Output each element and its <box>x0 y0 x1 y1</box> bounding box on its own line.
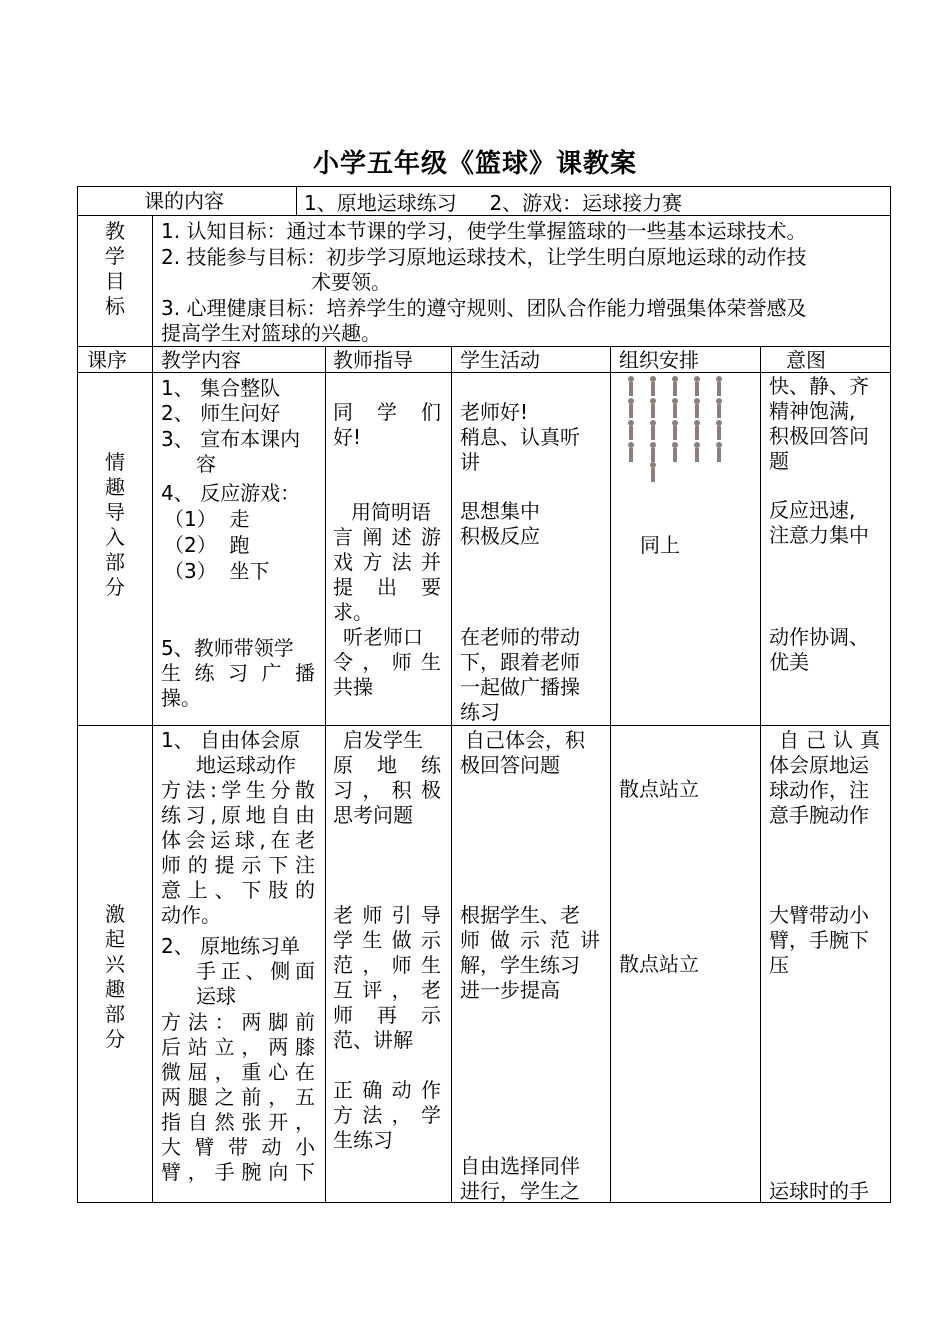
teacher-text: 启发学生 <box>343 728 423 752</box>
content-line: 指自然张开， <box>161 1110 315 1134</box>
content-line: 动作。 <box>161 903 221 927</box>
intent-text: 注意力集中 <box>769 523 869 547</box>
student-figure-icon <box>670 376 680 396</box>
student-figure-icon <box>714 442 724 462</box>
teacher-text: 学生做示 <box>333 928 441 952</box>
intent-text: 意手腕动作 <box>769 803 869 827</box>
teacher-text: 令，师生 <box>333 650 441 674</box>
org-same-as-above: 同上 <box>640 533 680 557</box>
student-text: 自由选择同伴 <box>460 1154 580 1178</box>
teacher-text: 互评，老 <box>333 978 441 1002</box>
student-text: 进行，学生之 <box>460 1179 580 1203</box>
content-line: 地运球动作 <box>196 753 296 777</box>
teacher-text: 思考问题 <box>333 803 413 827</box>
teacher-text: 听老师口 <box>343 625 423 649</box>
student-text: 在老师的带动 <box>460 625 580 649</box>
content-line: 方法:学生分散 <box>161 778 315 802</box>
content-line: 意上、下肢的 <box>161 878 315 902</box>
objectives-label-char: 标 <box>105 294 125 318</box>
student-text: 老师好! <box>460 400 529 424</box>
student-figure-icon <box>670 398 680 418</box>
teacher-text: 求。 <box>333 600 373 624</box>
content-line: 师的提示下注 <box>161 853 315 877</box>
student-figure-icon <box>714 398 724 418</box>
student-figure-icon <box>670 442 680 462</box>
section1-label-char: 入 <box>105 525 125 549</box>
section2-label-char: 激 <box>105 902 125 926</box>
intent-text: 反应迅速, <box>769 498 856 522</box>
student-figure-icon <box>692 376 702 396</box>
student-figure-icon <box>692 398 702 418</box>
content-subitem: （3） 坐下 <box>164 559 270 583</box>
teacher-text: 言阐述游 <box>333 525 441 549</box>
teacher-text: 范、讲解 <box>333 1028 413 1052</box>
intent-text: 快、静、齐 <box>769 374 869 398</box>
student-text: 讲 <box>460 450 480 474</box>
intent-text: 积极回答问 <box>769 424 869 448</box>
student-figure-icon <box>626 442 636 462</box>
intent-text: 压 <box>769 953 789 977</box>
column-header-teacher: 教师指导 <box>333 348 413 372</box>
student-figure-icon <box>692 420 702 440</box>
teacher-text: 老师引导 <box>333 903 441 927</box>
teacher-text: 原地练 <box>333 753 441 777</box>
objectives-label-char: 教 <box>105 219 125 243</box>
content-item: 3、 宣布本课内 <box>161 427 301 451</box>
content-line: 练习,原地自由 <box>161 803 315 827</box>
intent-text: 自己认真 <box>779 728 880 752</box>
student-figure-icon <box>648 442 658 462</box>
teacher-text: 同学们 <box>333 400 441 424</box>
column-header-content: 教学内容 <box>161 348 241 372</box>
section1-label-char: 导 <box>105 500 125 524</box>
content-line: 手正、侧面 <box>196 959 315 983</box>
org-scattered-1: 散点站立 <box>619 777 699 801</box>
content-line: 2、 原地练习单 <box>161 934 301 958</box>
teacher-text: 共操 <box>333 675 373 699</box>
section2-label-char: 兴 <box>105 952 125 976</box>
student-text: 自己体会，积 <box>465 728 585 752</box>
teacher-text: 提出要 <box>333 575 441 599</box>
student-text: 思想集中 <box>460 499 540 523</box>
student-text: 解，学生练习 <box>460 953 580 977</box>
page-title: 小学五年级《篮球》课教案 <box>312 149 637 179</box>
student-figure-icon <box>692 442 702 462</box>
content-item: 操。 <box>161 686 201 710</box>
teacher-text: 好! <box>333 425 362 449</box>
content-line: 运球 <box>196 984 236 1008</box>
column-header-organization: 组织安排 <box>619 348 699 372</box>
student-text: 师做示范讲 <box>460 928 600 952</box>
teacher-text: 用简明语 <box>351 500 431 524</box>
student-figure-icon <box>670 420 680 440</box>
student-text: 练习 <box>460 700 500 724</box>
org-scattered-2: 散点站立 <box>619 952 699 976</box>
content-label: 课的内容 <box>144 189 224 213</box>
content-item: 生练习广播 <box>161 661 315 685</box>
student-figure-icon <box>648 376 658 396</box>
section2-label-char: 部 <box>105 1002 125 1026</box>
objectives-label-char: 学 <box>105 244 125 268</box>
student-figure-icon <box>626 420 636 440</box>
objective-mental-line1: 3. 心理健康目标：培养学生的遵守规则、团队合作能力增强集体荣誉感及 <box>161 296 807 320</box>
objective-skill-line2: 术要领。 <box>311 270 391 294</box>
content-line: 1、 自由体会原 <box>161 728 301 752</box>
section2-label-char: 分 <box>105 1027 125 1051</box>
student-figure-icon <box>626 398 636 418</box>
teacher-text: 生练习 <box>333 1128 393 1152</box>
teacher-text: 方法，学 <box>333 1103 441 1127</box>
content-item: 5、教师带领学 <box>161 636 294 660</box>
content-item: 2、 师生问好 <box>161 401 281 425</box>
intent-text: 优美 <box>769 650 809 674</box>
teacher-text: 正确动作 <box>333 1078 441 1102</box>
student-text: 极回答问题 <box>460 753 560 777</box>
student-figure-icon <box>714 420 724 440</box>
section1-label-char: 部 <box>105 550 125 574</box>
teacher-text: 范，师生 <box>333 953 441 977</box>
intent-text: 大臂带动小 <box>769 903 869 927</box>
column-header-student: 学生活动 <box>460 348 540 372</box>
student-text: 稍息、认真听 <box>460 425 580 449</box>
objective-cognitive: 1. 认知目标：通过本节课的学习，使学生掌握篮球的一些基本运球技术。 <box>161 219 807 243</box>
content-line: 后站立，两膝 <box>161 1035 315 1059</box>
intent-text: 运球时的手 <box>769 1179 869 1203</box>
teacher-text: 师再示 <box>333 1003 441 1027</box>
student-figure-icon <box>714 376 724 396</box>
student-text: 进一步提高 <box>460 978 560 1002</box>
teacher-text: 戏方法并 <box>333 550 441 574</box>
column-header-order: 课序 <box>87 348 127 372</box>
content-subitem: （2） 跑 <box>164 533 250 557</box>
intent-text: 精神饱满, <box>769 399 856 423</box>
content-line: 大臂带动小 <box>161 1135 315 1159</box>
objectives-label-char: 目 <box>105 269 125 293</box>
content-item: 4、 反应游戏： <box>161 481 301 505</box>
content-line: 体会运球,在老 <box>161 828 315 852</box>
intent-text: 动作协调、 <box>769 625 869 649</box>
student-figure-icon <box>648 398 658 418</box>
column-header-intent: 意图 <box>786 348 826 372</box>
section1-label-char: 分 <box>105 575 125 599</box>
section2-label-char: 趣 <box>105 977 125 1001</box>
section1-label-char: 趣 <box>105 475 125 499</box>
section2-label-char: 起 <box>105 927 125 951</box>
intent-text: 题 <box>769 449 789 473</box>
content-line: 臂，手腕向下 <box>161 1160 315 1184</box>
student-figure-icon <box>648 462 658 482</box>
section1-label-char: 情 <box>105 450 125 474</box>
student-text: 下，跟着老师 <box>460 650 580 674</box>
student-text: 根据学生、老 <box>460 903 580 927</box>
student-text: 一起做广播操 <box>460 675 580 699</box>
intent-text: 臂，手腕下 <box>769 928 869 952</box>
content-value: 1、原地运球练习 2、游戏：运球接力赛 <box>304 191 683 215</box>
objective-mental-line2: 提高学生对篮球的兴趣。 <box>161 321 381 345</box>
content-line: 两腿之前，五 <box>161 1085 315 1109</box>
intent-text: 体会原地运 <box>769 753 869 777</box>
content-line: 方法：两脚前 <box>161 1010 315 1034</box>
content-line: 微屈，重心在 <box>161 1060 315 1084</box>
objective-skill-line1: 2. 技能参与目标：初步学习原地运球技术，让学生明白原地运球的动作技 <box>161 245 807 269</box>
content-subitem: （1） 走 <box>164 507 250 531</box>
content-item: 1、 集合整队 <box>161 376 281 400</box>
intent-text: 球动作，注 <box>769 778 869 802</box>
student-text: 积极反应 <box>460 524 540 548</box>
content-item: 容 <box>196 452 216 476</box>
teacher-text: 习，积极 <box>333 778 441 802</box>
student-figure-icon <box>626 376 636 396</box>
student-figure-icon <box>648 420 658 440</box>
